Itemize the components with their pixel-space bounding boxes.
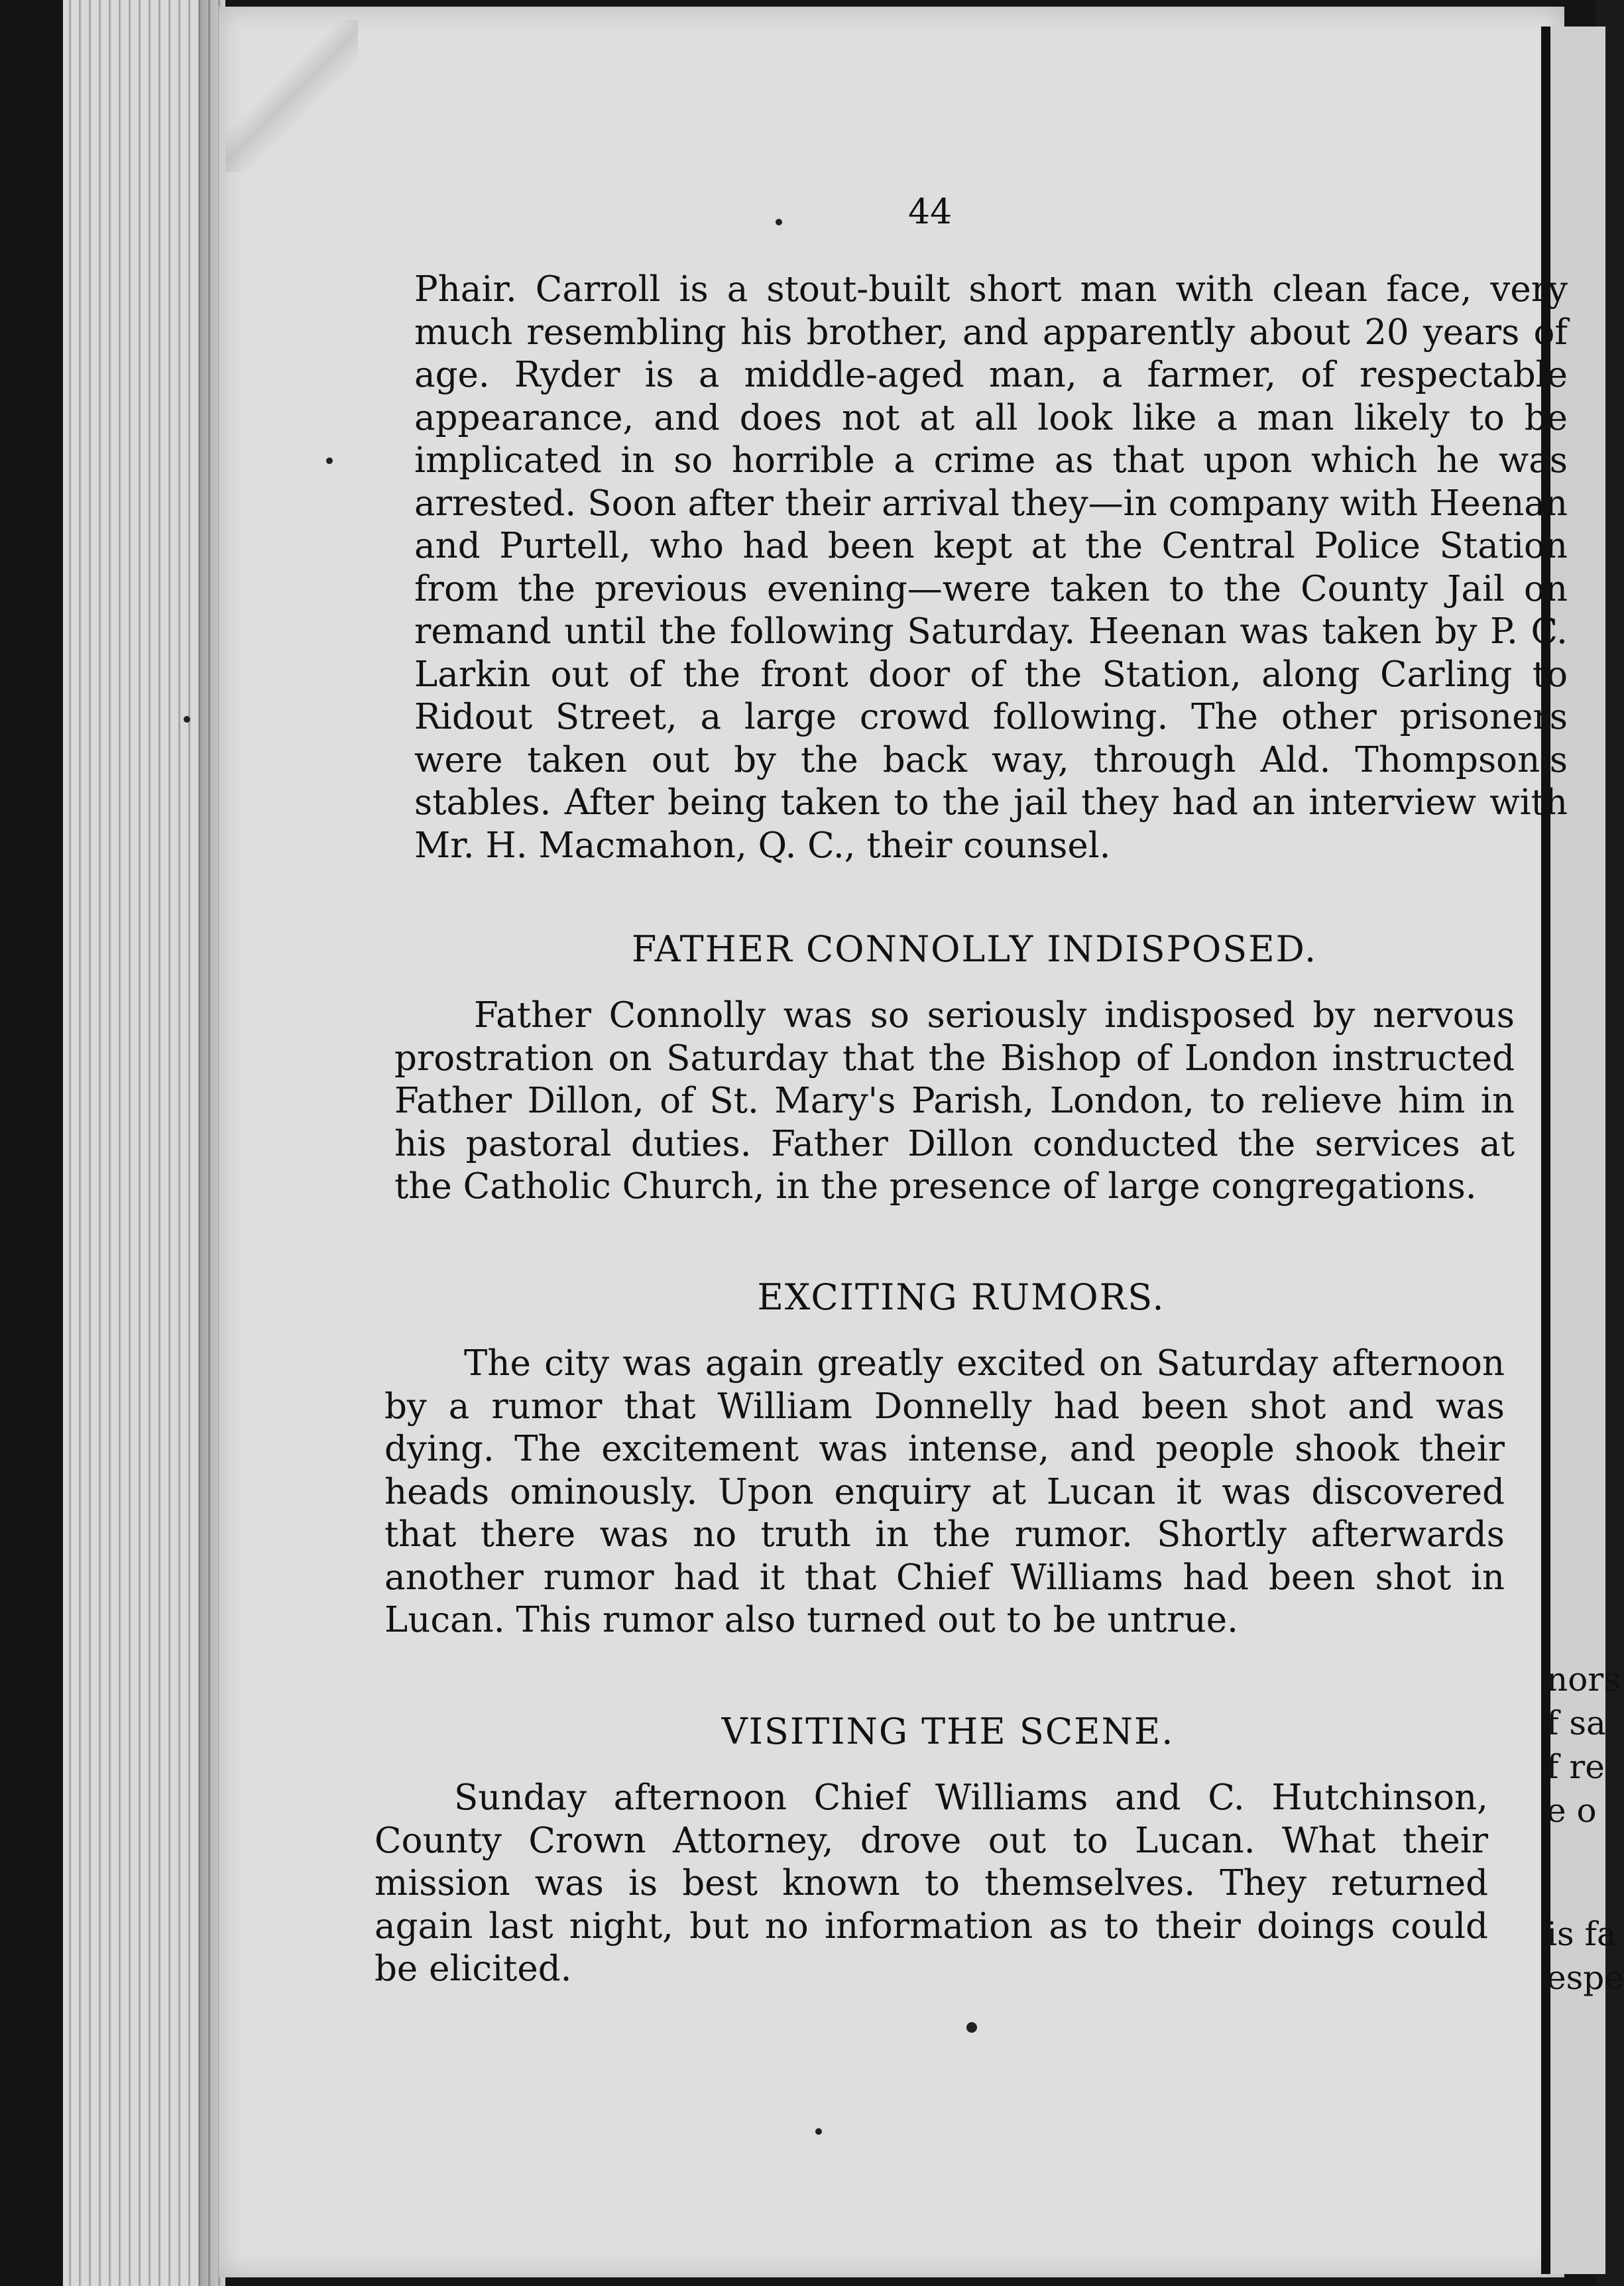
- facing-fragment: nors: [1546, 1660, 1621, 1699]
- page-number: 44: [908, 192, 953, 232]
- facing-fragment: is fa: [1546, 1915, 1617, 1953]
- facing-fragment: e o: [1546, 1791, 1597, 1830]
- section-continuation: [414, 269, 1568, 867]
- section-heading-connolly: [398, 928, 1551, 971]
- page-fold-mark: [225, 20, 358, 172]
- facing-fragment: f re: [1546, 1748, 1605, 1786]
- section-scene-body: [375, 1777, 1488, 1991]
- section-connolly-body: [394, 994, 1515, 1209]
- facing-fragment: espe: [1546, 1958, 1624, 1997]
- section-rumors-body: [384, 1343, 1505, 1642]
- heading: FATHER CONNOLLY INDISPOSED.: [631, 928, 1318, 970]
- ink-speck: [326, 457, 333, 464]
- paragraph: Father Connolly was so seriously indisposed by nervous prostration on Saturday that the Bishop of London instructed Father Dillon, of St. Mary's Parish, London, to relieve him in his pastoral duties. Father Dillon conducted the services at the Catholic Church, in the presence of large congregations.: [394, 995, 1515, 1207]
- paragraph: Sunday afternoon Chief Williams and C. Hutchinson, County Crown Attorney, drove out to Lucan. What their mission was is best known to themselves. They returned again last night, but no information as to their doings could be elicited.: [375, 1777, 1488, 1989]
- section-heading-scene: [371, 1711, 1525, 1753]
- facing-page-text: [1541, 1657, 1624, 2000]
- heading: EXCITING RUMORS.: [757, 1276, 1165, 1318]
- ink-speck: [966, 2022, 977, 2033]
- paragraph: Phair. Carroll is a stout-built short man with clean face, very much resembling his brother, and apparently about 20 years of age. Ryder is a middle-aged man, a farmer, of respectable appearance, and does not at all look like a man likely to be implicated in so horrible a crime as that upon which he was arrested. Soon after their arrival they—in company with Heenan and Purtell, who had been kept at the Central Police Station from the previous evening—were taken to the County Jail on remand until the following Saturday. Heenan was taken by P. C. Larkin out of the front door of the Station, along Carling to Ridout Street, a large crowd following. The other prisoners were taken out by the back way, through Ald. Thompson's stables. After being taken to the jail they had an interview with Mr. H. Macmahon, Q. C., their counsel.: [414, 269, 1568, 866]
- heading: VISITING THE SCENE.: [721, 1711, 1175, 1752]
- facing-gap: [1541, 1833, 1596, 1912]
- section-heading-rumors: [384, 1276, 1538, 1319]
- ink-speck: [815, 2128, 822, 2135]
- facing-fragment: f sa: [1546, 1704, 1606, 1742]
- ink-speck: [184, 716, 190, 723]
- paragraph: The city was again greatly excited on Saturday afternoon by a rumor that William Donnelly had been shot and was dying. The excitement was intense, and people shook their heads ominously. Upon enquiry at Lucan it was discovered that there was no truth in the rumor. Shortly afterwards another rumor had it that Chief Williams had been shot in Lucan. This rumor also turned out to be untrue.: [384, 1343, 1505, 1640]
- ink-speck: [776, 219, 782, 225]
